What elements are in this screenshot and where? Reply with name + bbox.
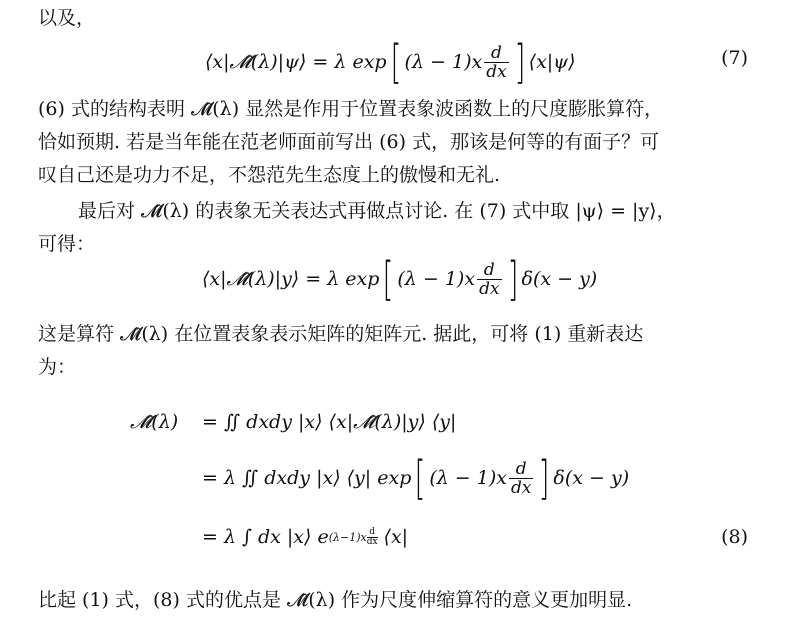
fraction-denominator: dx xyxy=(366,536,378,547)
eq7-left-bracket: [ xyxy=(390,35,401,89)
eq8-line1-rhs: = ∬ dxdy |x⟩ ⟨x|𝓜̂(λ)|y⟩ ⟨y| xyxy=(202,411,457,433)
equation-8-line-2 xyxy=(202,452,629,504)
fraction-denominator: dx xyxy=(486,61,507,82)
eqy-fraction xyxy=(477,261,501,298)
eq8-line2-end: δ(x − y) xyxy=(553,467,630,489)
text-line-6: 这是算符 𝓜̂(λ) 在位置表象表示矩阵的矩阵元. 据此，可将 (1) 重新表达 xyxy=(38,323,644,345)
eq7-fraction xyxy=(484,44,508,81)
eq8-line2-start: = λ ∬ dxdy |x⟩ ⟨y| exp xyxy=(202,467,412,489)
eq8-line3-start: = λ ∫ dx |x⟩ e xyxy=(202,526,329,548)
equation-8-line-1 xyxy=(130,402,456,442)
eq8-right-bracket: ] xyxy=(539,451,550,505)
fraction-denominator: dx xyxy=(510,477,532,498)
eqy-right-bracket: ] xyxy=(507,252,518,306)
equation-8-number: (8) xyxy=(721,526,748,548)
fraction-denominator: dx xyxy=(479,278,500,299)
eq7-inner: (λ − 1)x xyxy=(404,51,483,73)
fraction-numerator: d xyxy=(515,458,527,479)
eq8-line3-end: ⟨x| xyxy=(383,526,409,548)
eq8-left-bracket: [ xyxy=(414,451,426,505)
equation-7-number: (7) xyxy=(721,47,748,69)
text-line-8: 比起 (1) 式，(8) 式的优点是 𝓜̂(λ) 作为尺度伸缩算符的意义更加明显. xyxy=(38,589,633,611)
eq8-exponent: (λ−1)x xyxy=(328,530,367,544)
eq8-fraction xyxy=(509,460,533,497)
text-line-7: 为： xyxy=(38,356,77,378)
text-line-1: (6) 式的结构表明 𝓜̂(λ) 显然是作用于位置表象波函数上的尺度膨胀算符， xyxy=(38,98,664,120)
fraction-numerator: d xyxy=(491,42,502,63)
eq8-lhs: 𝓜̂(λ) xyxy=(130,411,179,433)
fraction-numerator: d xyxy=(483,259,495,280)
eq7-left: ⟨x|𝓜̂(λ)|ψ⟩ = λ exp xyxy=(205,51,387,73)
eq7-right-bracket: ] xyxy=(514,35,526,89)
eq8-exponent-fraction xyxy=(367,528,378,547)
equation-8-line-3 xyxy=(202,515,408,559)
equation-7 xyxy=(205,36,576,88)
eqy-left: ⟨x|𝓜̂(λ)|y⟩ = λ exp xyxy=(202,268,380,290)
text-line-3: 叹自己还是功力不足，不怨范先生态度上的傲慢和无礼. xyxy=(38,164,501,186)
text-line-5: 可得： xyxy=(38,233,96,255)
equation-matrix-element xyxy=(202,253,597,305)
eq8-line2-inner: (λ − 1)x xyxy=(429,467,507,489)
fraction-numerator: d xyxy=(369,526,375,537)
eqy-inner: (λ − 1)x xyxy=(397,268,476,290)
text-line-4: 最后对 𝓜̂(λ) 的表象无关表达式再做点讨论. 在 (7) 式中取 |ψ⟩ = |y⟩， xyxy=(78,200,676,222)
text-line-0: 以及， xyxy=(38,7,96,29)
eq7-right: ⟨x|ψ⟩ xyxy=(528,51,576,73)
eqy-right: δ(x − y) xyxy=(521,268,598,290)
eqy-left-bracket: [ xyxy=(383,252,394,306)
text-line-2: 恰如预期. 若是当年能在范老师面前写出 (6) 式，那该是何等的有面子？可 xyxy=(38,131,660,153)
